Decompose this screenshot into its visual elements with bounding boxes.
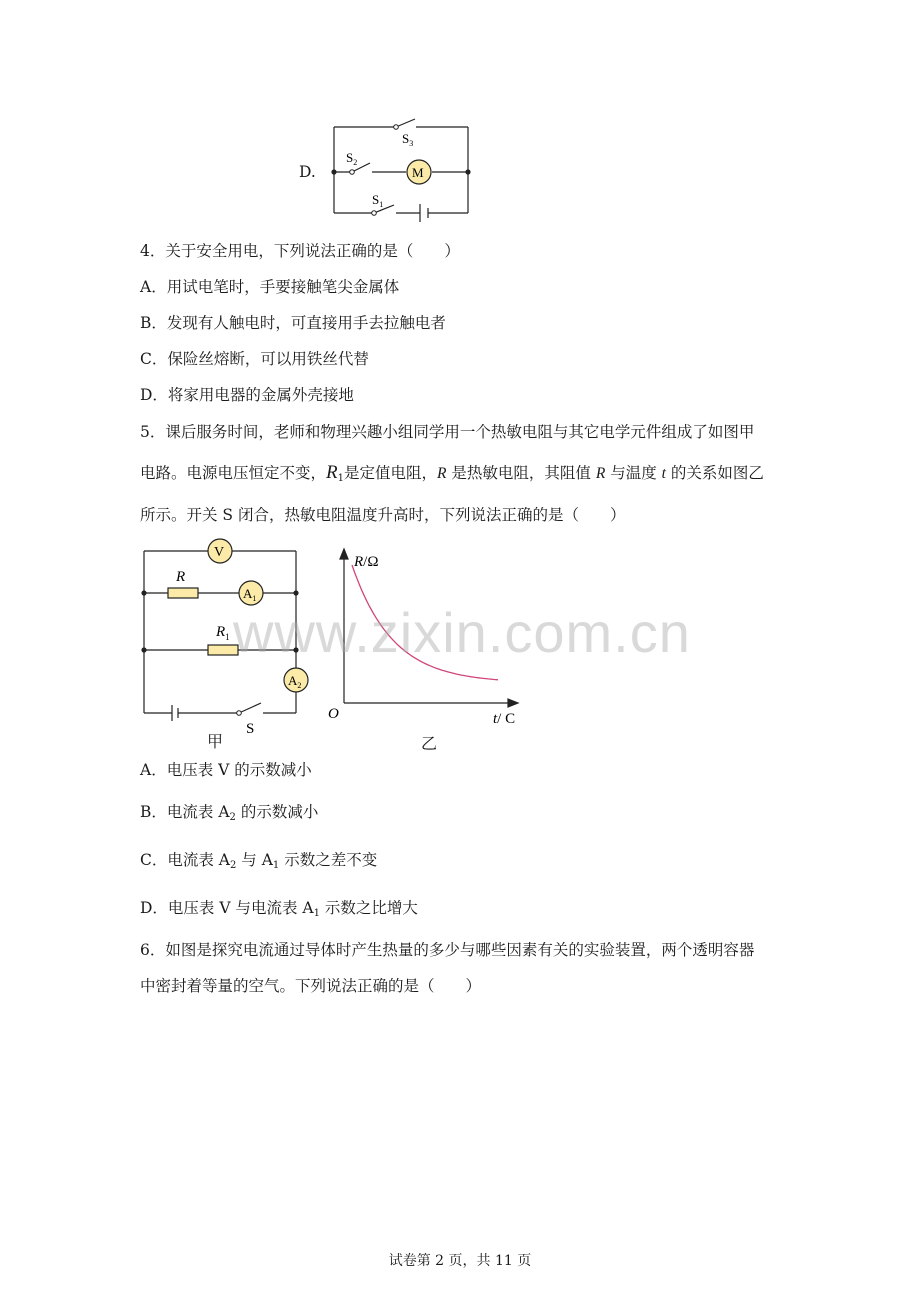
q3-motor-label: M [412,165,424,180]
q4-option-a: A．用试电笔时，手要接触笔尖金属体 [140,278,400,296]
ammeter-a2-label: $A_2$ [288,673,302,690]
q4-option-d: D．将家用电器的金属外壳接地 [140,386,354,404]
q3-label-s3: $S_3$ [402,131,414,148]
q5-figure-b-caption: 乙 [421,734,438,753]
origin-label: O [328,706,339,722]
q5-option-d: D．电压表 V 与电流表 $A_1$ 示数之比增大 [140,899,418,919]
resistor-r1-label: $R_1$ [216,624,230,642]
q6-stem-line2: 中密封着等量的空气。下列说法正确的是（ ） [140,977,482,995]
q5-stem-line2: 电路。电源电压恒定不变，$R_1$是定值电阻，R 是热敏电阻，其阻值 R 与温度 t 的关系如图乙 [140,462,764,484]
q3-label-s2: $S_2$ [346,150,358,167]
q5-option-c: C．电流表 $A_2$ 与 $A_1$ 示数之差不变 [140,851,378,871]
q5-stem-line3: 所示。开关 S 闭合，热敏电阻温度升高时，下列说法正确的是（ ） [140,506,626,524]
ammeter-a1-label: $A_1$ [243,586,257,603]
page-footer: 试卷第 2 页，共 11 页 [388,1253,532,1269]
q3-option-d-circuit [320,115,490,225]
q3-label-s1: $S_1$ [372,192,384,209]
watermark: www.zixin.com.cn [233,601,691,664]
q5-figure-a-caption: 甲 [207,732,224,751]
q5-option-b: B．电流表 $A_2$ 的示数减小 [140,803,319,823]
q6-stem-line1: 6．如图是探究电流通过导体时产生热量的多少与哪些因素有关的实验装置，两个透明容器 [140,941,755,959]
q5-stem-line1: 5．课后服务时间，老师和物理兴趣小组同学用一个热敏电阻与其它电学元件组成了如图甲 [140,423,755,441]
switch-s-label: S [246,721,255,737]
q3-option-d-label: D. [299,163,316,181]
q4-option-c: C．保险丝熔断，可以用铁丝代替 [140,350,369,368]
voltmeter-label: V [214,545,225,560]
q5-option-a: A．电压表 V 的示数减小 [140,761,312,779]
q4-stem: 4．关于安全用电，下列说法正确的是（ ） [140,242,460,260]
q4-option-b: B．发现有人触电时，可直接用手去拉触电者 [140,314,446,332]
y-axis-label: R/Ω [354,554,379,570]
resistor-r-label: R [176,569,186,585]
x-axis-label: t/ C [493,711,516,727]
